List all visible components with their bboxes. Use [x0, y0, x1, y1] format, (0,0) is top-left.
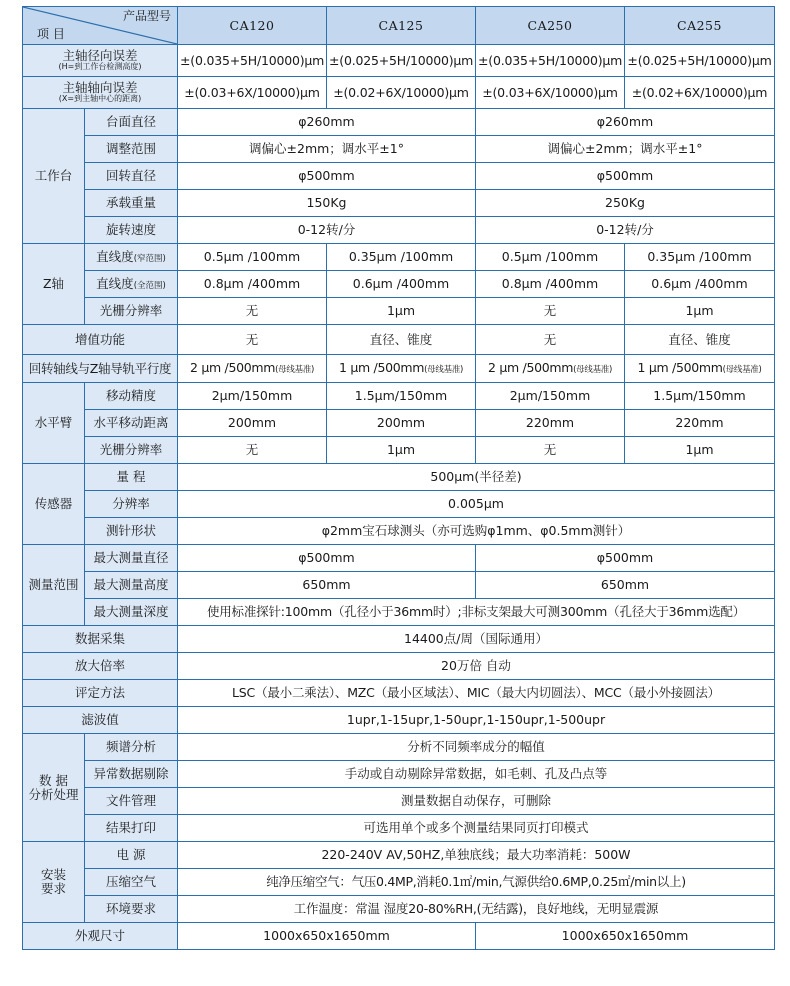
header-corner [23, 7, 178, 45]
range-depth-value: 使用标准探针:100mm（孔径小于36mm时）;非标支架最大可测300mm（孔径大于36mm选配） [178, 599, 775, 626]
zaxis-value: 1μm [327, 298, 476, 325]
zaxis-value: 1μm [625, 298, 775, 325]
arm-value: 220mm [476, 410, 625, 437]
dimensions-row [23, 923, 775, 950]
range-label: 最大测量高度 [85, 572, 178, 599]
sensor-value: 500μm(半径差) [178, 464, 775, 491]
radial-error-ca125: ±(0.025+5H/10000)μm [327, 45, 476, 77]
zaxis-label: 直线度(窄范围) [85, 244, 178, 271]
worktable-value-left: 调偏心±2mm；调水平±1° [178, 136, 476, 163]
zaxis-value: 0.35μm /100mm [625, 244, 775, 271]
parallelism-value: 2 μm /500mm(母线基准) [178, 355, 327, 383]
worktable-row [23, 163, 775, 190]
analysis-value: 分析不同频率成分的幅值 [178, 734, 775, 761]
sensor-label: 分辨率 [85, 491, 178, 518]
dimensions-value-right: 1000x650x1650mm [476, 923, 775, 950]
added-function-value: 直径、锥度 [327, 325, 476, 355]
simple-label: 放大倍率 [23, 653, 178, 680]
zaxis-row [23, 298, 775, 325]
axial-error-ca255: ±(0.02+6X/10000)μm [625, 77, 775, 109]
arm-value: 200mm [327, 410, 476, 437]
arm-value: 1μm [327, 437, 476, 464]
sensor-value: φ2mm宝石球测头（亦可选购φ1mm、φ0.5mm测针） [178, 518, 775, 545]
arm-value: 2μm/150mm [178, 383, 327, 410]
install-value: 工作温度：常温 湿度20-80%RH,(无结露)，良好地线，无明显震源 [178, 896, 775, 923]
zaxis-value: 无 [476, 298, 625, 325]
analysis-row [23, 788, 775, 815]
sensor-row [23, 491, 775, 518]
axial-error-row [23, 77, 775, 109]
install-value: 纯净压缩空气：气压0.4MP,消耗0.1㎡/min,气源供给0.6MP,0.25㎡/min以上) [178, 869, 775, 896]
worktable-value-right: φ500mm [476, 163, 775, 190]
axial-error-label: 主轴轴向误差 (X=到主轴中心的距离) [23, 77, 178, 109]
analysis-label: 结果打印 [85, 815, 178, 842]
analysis-value: 可选用单个或多个测量结果同页打印模式 [178, 815, 775, 842]
radial-error-row [23, 45, 775, 77]
range-value-left: φ500mm [178, 545, 476, 572]
parallelism-label: 回转轴线与Z轴导轨平行度 [23, 355, 178, 383]
arm-row [23, 437, 775, 464]
analysis-group: 数 据 分析处理 [23, 734, 85, 842]
filter-row [23, 707, 775, 734]
arm-row [23, 383, 775, 410]
parallelism-value: 2 μm /500mm(母线基准) [476, 355, 625, 383]
radial-error-ca120: ±(0.035+5H/10000)μm [178, 45, 327, 77]
dimensions-label: 外观尺寸 [23, 923, 178, 950]
simple-label: 滤波值 [23, 707, 178, 734]
zaxis-value: 0.5μm /100mm [178, 244, 327, 271]
arm-value: 无 [178, 437, 327, 464]
zaxis-group: Z轴 [23, 244, 85, 325]
zaxis-value: 0.6μm /400mm [625, 271, 775, 298]
evaluation-row [23, 680, 775, 707]
worktable-value-right: 0-12转/分 [476, 217, 775, 244]
header-row [23, 7, 775, 45]
model-ca255: CA255 [625, 7, 775, 45]
arm-row [23, 410, 775, 437]
simple-value: 20万倍 自动 [178, 653, 775, 680]
sensor-label: 量 程 [85, 464, 178, 491]
worktable-label: 台面直径 [85, 109, 178, 136]
worktable-value-left: φ500mm [178, 163, 476, 190]
simple-label: 评定方法 [23, 680, 178, 707]
added-function-value: 直径、锥度 [625, 325, 775, 355]
dimensions-value-left: 1000x650x1650mm [178, 923, 476, 950]
parallelism-row [23, 355, 775, 383]
worktable-label: 回转直径 [85, 163, 178, 190]
corner-item: 项 目 [37, 26, 65, 41]
arm-value: 1.5μm/150mm [327, 383, 476, 410]
simple-label: 数据采集 [23, 626, 178, 653]
added-function-label: 增值功能 [23, 325, 178, 355]
analysis-row [23, 761, 775, 788]
range-row [23, 545, 775, 572]
worktable-group: 工作台 [23, 109, 85, 244]
spec-table [22, 6, 775, 950]
worktable-value-left: 150Kg [178, 190, 476, 217]
worktable-value-right: 调偏心±2mm；调水平±1° [476, 136, 775, 163]
range-value-left: 650mm [178, 572, 476, 599]
sensor-label: 测针形状 [85, 518, 178, 545]
install-row [23, 869, 775, 896]
zaxis-row [23, 271, 775, 298]
install-label: 环境要求 [85, 896, 178, 923]
radial-error-ca255: ±(0.025+5H/10000)μm [625, 45, 775, 77]
install-row [23, 896, 775, 923]
worktable-value-right: φ260mm [476, 109, 775, 136]
arm-value: 200mm [178, 410, 327, 437]
corner-product-model: 产品型号 [122, 9, 171, 23]
sensor-value: 0.005μm [178, 491, 775, 518]
range-label: 最大测量直径 [85, 545, 178, 572]
arm-label: 光栅分辨率 [85, 437, 178, 464]
zaxis-row [23, 244, 775, 271]
simple-value: LSC（最小二乘法）、MZC（最小区域法）、MIC（最大内切圆法）、MCC（最小外接圆法） [178, 680, 775, 707]
model-ca250: CA250 [476, 7, 625, 45]
added-function-value: 无 [476, 325, 625, 355]
added-function-value: 无 [178, 325, 327, 355]
range-row [23, 599, 775, 626]
arm-label: 水平移动距离 [85, 410, 178, 437]
worktable-row [23, 136, 775, 163]
worktable-row [23, 109, 775, 136]
worktable-value-left: 0-12转/分 [178, 217, 476, 244]
analysis-value: 测量数据自动保存，可删除 [178, 788, 775, 815]
worktable-label: 承载重量 [85, 190, 178, 217]
arm-value: 无 [476, 437, 625, 464]
sensor-row [23, 518, 775, 545]
zaxis-label: 直线度(全范围) [85, 271, 178, 298]
arm-value: 220mm [625, 410, 775, 437]
model-ca125: CA125 [327, 7, 476, 45]
zaxis-value: 无 [178, 298, 327, 325]
data-collection-row [23, 626, 775, 653]
arm-label: 移动精度 [85, 383, 178, 410]
arm-value: 1μm [625, 437, 775, 464]
analysis-label: 异常数据剔除 [85, 761, 178, 788]
worktable-label: 旋转速度 [85, 217, 178, 244]
range-depth-label: 最大测量深度 [85, 599, 178, 626]
worktable-row [23, 190, 775, 217]
arm-value: 1.5μm/150mm [625, 383, 775, 410]
parallelism-value: 1 μm /500mm(母线基准) [625, 355, 775, 383]
model-ca120: CA120 [178, 7, 327, 45]
install-value: 220-240V AV,50HZ,单独底线；最大功率消耗：500W [178, 842, 775, 869]
arm-group: 水平臂 [23, 383, 85, 464]
radial-error-label: 主轴径向误差 (H=到工作台检测高度) [23, 45, 178, 77]
radial-error-ca250: ±(0.035+5H/10000)μm [476, 45, 625, 77]
zaxis-value: 0.5μm /100mm [476, 244, 625, 271]
axial-error-ca250: ±(0.03+6X/10000)μm [476, 77, 625, 109]
worktable-label: 调整范围 [85, 136, 178, 163]
sensor-group: 传感器 [23, 464, 85, 545]
range-value-right: 650mm [476, 572, 775, 599]
axial-error-ca125: ±(0.02+6X/10000)μm [327, 77, 476, 109]
range-group: 测量范围 [23, 545, 85, 626]
zaxis-value: 0.35μm /100mm [327, 244, 476, 271]
analysis-row [23, 734, 775, 761]
worktable-row [23, 217, 775, 244]
added-function-row [23, 325, 775, 355]
analysis-row [23, 815, 775, 842]
analysis-label: 频谱分析 [85, 734, 178, 761]
worktable-value-right: 250Kg [476, 190, 775, 217]
range-row [23, 572, 775, 599]
worktable-value-left: φ260mm [178, 109, 476, 136]
analysis-value: 手动或自动剔除异常数据，如毛刺、孔及凸点等 [178, 761, 775, 788]
zaxis-label: 光栅分辨率 [85, 298, 178, 325]
install-row [23, 842, 775, 869]
analysis-label: 文件管理 [85, 788, 178, 815]
sensor-row [23, 464, 775, 491]
simple-value: 1upr,1-15upr,1-50upr,1-150upr,1-500upr [178, 707, 775, 734]
simple-value: 14400点/周（国际通用） [178, 626, 775, 653]
zaxis-value: 0.8μm /400mm [476, 271, 625, 298]
install-group: 安装 要求 [23, 842, 85, 923]
parallelism-value: 1 μm /500mm(母线基准) [327, 355, 476, 383]
range-value-right: φ500mm [476, 545, 775, 572]
install-label: 电 源 [85, 842, 178, 869]
axial-error-ca120: ±(0.03+6X/10000)μm [178, 77, 327, 109]
install-label: 压缩空气 [85, 869, 178, 896]
zaxis-value: 0.6μm /400mm [327, 271, 476, 298]
arm-value: 2μm/150mm [476, 383, 625, 410]
magnification-row [23, 653, 775, 680]
zaxis-value: 0.8μm /400mm [178, 271, 327, 298]
